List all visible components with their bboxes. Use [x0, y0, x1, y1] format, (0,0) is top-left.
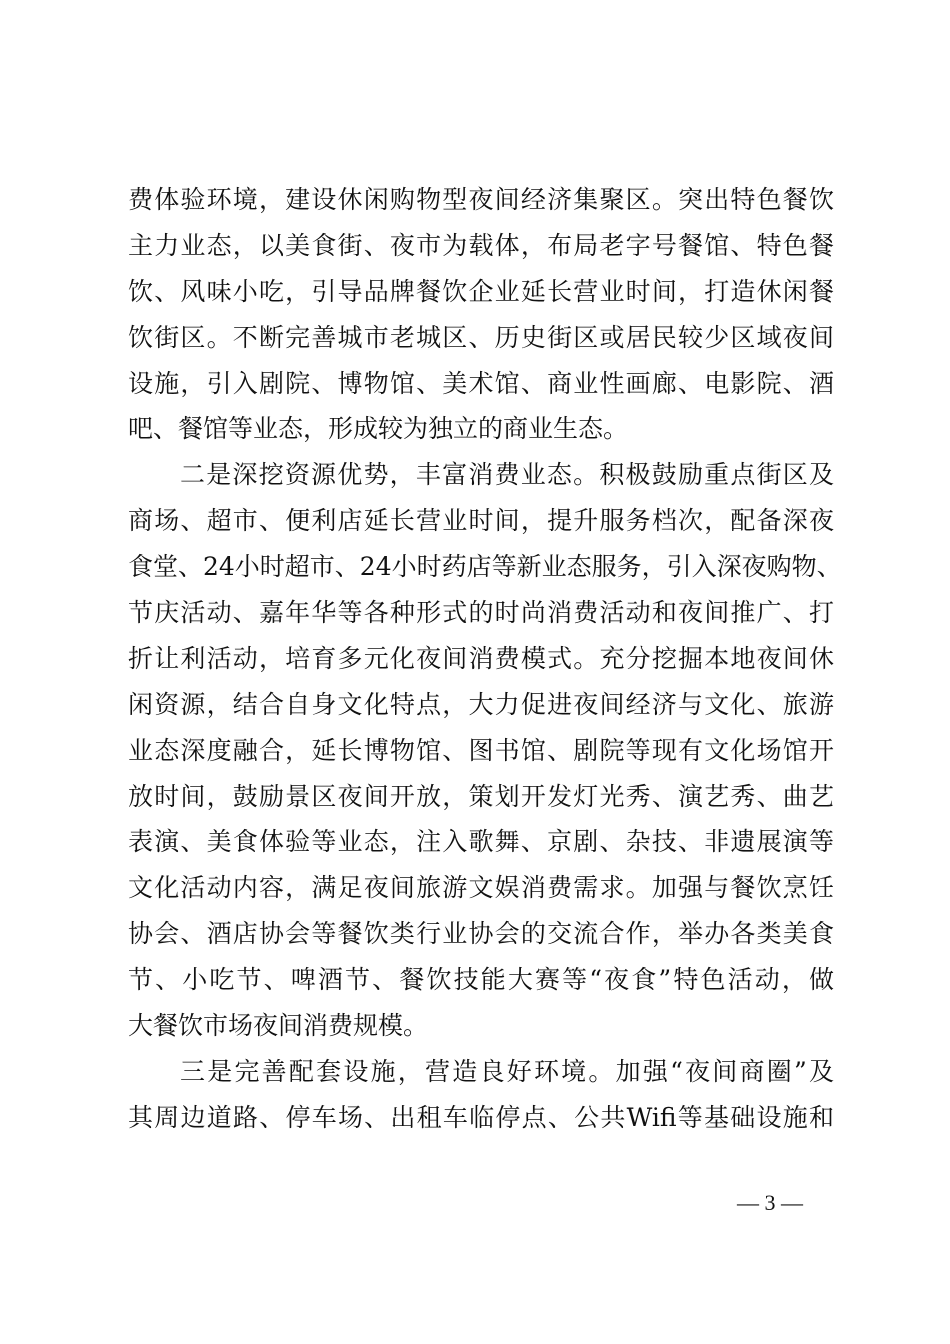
text-line: 吧、餐馆等业态，形成较为独立的商业生态。 [128, 414, 629, 444]
text-line: 闲资源，结合自身文化特点，大力促进夜间经济与文化、旅游 [128, 689, 834, 719]
text-line: 费体验环境，建设休闲购物型夜间经济集聚区。突出特色餐饮 [128, 185, 834, 214]
text-line: 表演、美食体验等业态，注入歌舞、京剧、杂技、非遗展演等 [128, 827, 834, 857]
text-line: 协会、酒店协会等餐饮类行业协会的交流合作，举办各类美食 [128, 919, 834, 949]
page-number: — 3 — [737, 1190, 803, 1215]
text-line: 饮街区。不断完善城市老城区、历史街区或居民较少区域夜间 [128, 322, 834, 352]
text-line: 三是完善配套设施，营造良好环境。加强“夜间商圈”及 [180, 1056, 834, 1086]
text-line: 主力业态，以美食街、夜市为载体，布局老字号餐馆、特色餐 [128, 230, 834, 260]
text-line: 饮、风味小吃，引导品牌餐饮企业延长营业时间，打造休闲餐 [128, 276, 834, 306]
text-line: 其周边道路、停车场、出租车临停点、公共Wifi等基础设施和 [128, 1102, 834, 1132]
text-line: 业态深度融合，延长博物馆、图书馆、剧院等现有文化场馆开 [128, 735, 834, 765]
text-line: 设施，引入剧院、博物馆、美术馆、商业性画廊、电影院、酒 [128, 368, 834, 398]
text-line: 商场、超市、便利店延长营业时间，提升服务档次，配备深夜 [128, 506, 834, 536]
text-line: 折让利活动，培育多元化夜间消费模式。充分挖掘本地夜间休 [128, 643, 834, 673]
body-text [128, 177, 842, 1141]
text-line: 放时间，鼓励景区夜间开放，策划开发灯光秀、演艺秀、曲艺 [128, 781, 834, 811]
text-line: 文化活动内容，满足夜间旅游文娱消费需求。加强与餐饮烹饪 [128, 873, 834, 903]
text-line: 节、小吃节、啤酒节、餐饮技能大赛等“夜食”特色活动，做 [128, 965, 834, 995]
text-line: 大餐饮市场夜间消费规模。 [128, 1011, 429, 1041]
text-line: 食堂、24小时超市、24小时药店等新业态服务，引入深夜购物、 [128, 552, 842, 582]
text-line: 节庆活动、嘉年华等各种形式的时尚消费活动和夜间推广、打 [128, 598, 834, 628]
text-line: 二是深挖资源优势，丰富消费业态。积极鼓励重点街区及 [180, 460, 834, 490]
